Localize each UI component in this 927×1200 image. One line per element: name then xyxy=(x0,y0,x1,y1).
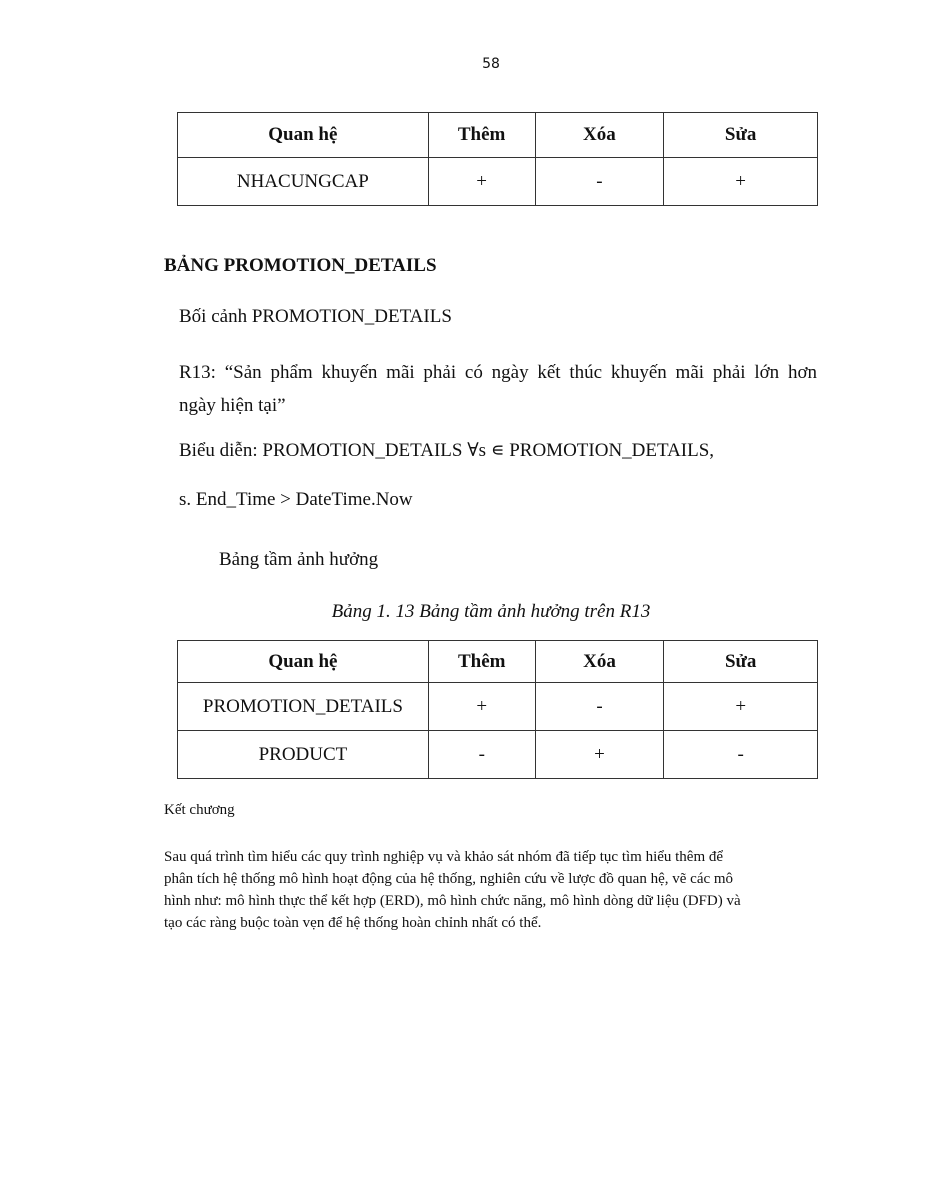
cell-relation: PROMOTION_DETAILS xyxy=(178,683,429,731)
conclusion-line: hình như: mô hình thực thể kết hợp (ERD), mô hình chức năng, mô hình dòng dữ liệu (DFD) và xyxy=(164,893,741,909)
page-number: 58 xyxy=(482,56,500,72)
column-header-relation: Quan hệ xyxy=(178,113,429,158)
cell-update: - xyxy=(664,731,818,779)
column-header-update: Sửa xyxy=(664,113,818,158)
column-header-relation: Quan hệ xyxy=(178,641,429,683)
cell-update: + xyxy=(664,683,818,731)
conclusion-line: phân tích hệ thống mô hình hoạt động của hệ thống, nghiên cứu về lược đồ quan hệ, vẽ các mô xyxy=(164,871,734,887)
cell-relation: NHACUNGCAP xyxy=(178,158,429,206)
impact-table-r13 xyxy=(177,640,818,779)
section-heading: BẢNG PROMOTION_DETAILS xyxy=(164,255,437,276)
column-header-delete: Xóa xyxy=(535,113,664,158)
cell-insert: - xyxy=(428,731,535,779)
cell-delete: - xyxy=(535,158,664,206)
table-header-row xyxy=(178,113,818,158)
context-line: Bối cảnh PROMOTION_DETAILS xyxy=(179,306,452,327)
table-caption: Bảng 1. 13 Bảng tầm ảnh hưởng trên R13 xyxy=(331,601,651,622)
column-header-insert: Thêm xyxy=(428,113,535,158)
impact-table-nhacungcap xyxy=(177,112,818,206)
column-header-insert: Thêm xyxy=(428,641,535,683)
table-row xyxy=(178,683,818,731)
rule-r13 xyxy=(179,356,817,422)
formula-line-2: s. End_Time > DateTime.Now xyxy=(179,489,413,510)
formula-line-1: Biểu diễn: PROMOTION_DETAILS ∀s ∊ PROMOTION_DETAILS, xyxy=(179,440,715,461)
cell-insert: + xyxy=(428,683,535,731)
column-header-delete: Xóa xyxy=(535,641,664,683)
cell-delete: + xyxy=(535,731,664,779)
table-header-row xyxy=(178,641,818,683)
cell-delete: - xyxy=(535,683,664,731)
conclusion-title: Kết chương xyxy=(164,802,235,818)
table-row xyxy=(178,158,818,206)
conclusion-body xyxy=(164,846,814,934)
cell-insert: + xyxy=(428,158,535,206)
rule-line-2: ngày hiện tại” xyxy=(179,395,286,416)
impact-table-label: Bảng tầm ảnh hưởng xyxy=(219,549,379,570)
conclusion-line: Sau quá trình tìm hiểu các quy trình nghiệp vụ và khảo sát nhóm đã tiếp tục tìm hiểu thêm để xyxy=(164,849,724,865)
conclusion-line: tạo các ràng buộc toàn vẹn để hệ thống hoàn chỉnh nhất có thể. xyxy=(164,915,542,931)
cell-relation: PRODUCT xyxy=(178,731,429,779)
rule-line-1: R13: “Sản phẩm khuyến mãi phải có ngày kết thúc khuyến mãi phải lớn hơn xyxy=(179,362,817,383)
column-header-update: Sửa xyxy=(664,641,818,683)
table-row xyxy=(178,731,818,779)
cell-update: + xyxy=(664,158,818,206)
